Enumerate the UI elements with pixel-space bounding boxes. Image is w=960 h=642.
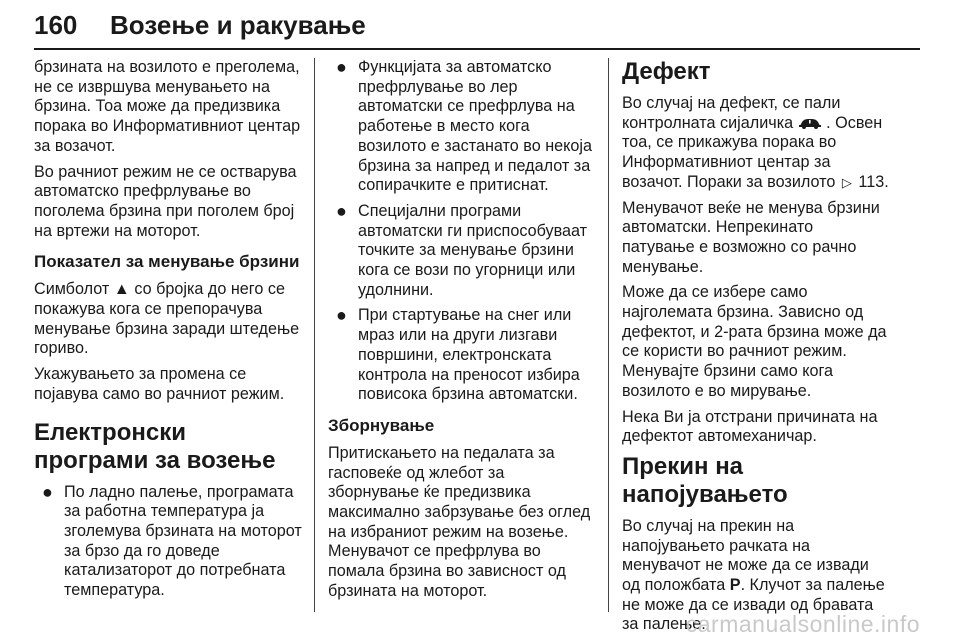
- watermark: carmanualsonline.info: [685, 611, 920, 637]
- paragraph: Симболот ▲ со бројка до него се покажува кога се препорачува менување брзина заради штедење гориво.: [34, 280, 300, 358]
- bullet-list: [34, 483, 304, 601]
- park-position-label: P: [729, 576, 741, 595]
- column-divider: [314, 58, 315, 612]
- bullet-dot-icon: ●: [336, 57, 347, 77]
- paragraph: Укажувањето за промена се појавува само во рачниот режим.: [34, 365, 285, 403]
- bullet-dot-icon: ●: [336, 305, 347, 326]
- paragraph: Нека Ви ја отстрани причината на дефектот автомеханичар.: [622, 407, 878, 446]
- list-item: ● По ладно палење, програмата за работна температура ја зголемува брзината на моторот за брзо да го доведе катализаторот до потребната температура.: [42, 481, 302, 600]
- list-item: ● При стартување на снег или мраз или на други лизгави површини, електронската контрола на преносот избира повисока брзина автоматски.: [336, 305, 580, 404]
- paragraph: Во рачниот режим не се остварува автоматско префрлување во поголема брзина при поголем број на вртежи на моторот.: [34, 162, 297, 240]
- page-reference-arrow-icon: ▷: [841, 174, 852, 190]
- heading-fault: Дефект: [622, 58, 711, 85]
- upshift-triangle-icon: ▲: [113, 280, 130, 299]
- heading-electronic-programs: Електронски програми за возење: [34, 418, 276, 474]
- paragraph: Во случај на дефект, се пали контролната сијаличка . Освен тоа, се прикажува порака во Информативниот центар за возачот. Пораки за возилото ▷ 113.: [622, 94, 889, 191]
- paragraph: Притискањето на педалата за гасповеќе од жлебот за зборнување ќе предизвика максимално забрзување без оглед на избраниот режим на возење. Менувачот се префрлува во помала брзина во зависност од брзината на моторот.: [328, 443, 591, 600]
- subheading-kickdown: Зборнување: [328, 415, 435, 435]
- page-header: [34, 0, 920, 50]
- list-item: ● Специјални програми автоматски ги приспособуваат точките за менување брзини кога се вози по угорници или удолнини.: [336, 200, 588, 299]
- column-1: [34, 58, 304, 607]
- column-divider: [608, 58, 609, 612]
- subheading-shift-indicator: Показател за менување брзини: [34, 252, 300, 272]
- bullet-dot-icon: ●: [336, 200, 347, 221]
- column-2: [328, 58, 596, 608]
- paragraph: Може да се избере само најголемата брзина. Зависно од дефектот, и 2-рата брзина може да се користи во рачниот режим. Менувајте брзини само кога возилото е во мирување.: [622, 283, 887, 400]
- heading-power-interruption: Прекин на напојувањето: [622, 452, 788, 508]
- bullet-list: [328, 58, 596, 405]
- page-number: 160: [34, 10, 78, 40]
- paragraph: Во случај на прекин на напојувањето рачката на менувачот не може да се извади од положбата P. Клучот за палење не може да се извади од бравата за палење.: [622, 516, 885, 634]
- column-3: [622, 58, 890, 641]
- paragraph: брзината на возилото е преголема, не се извршува менувањето на брзина. Тоа може да предизвика порака во Информативниот центар за возачот.: [34, 58, 301, 155]
- paragraph: Менувачот веќе не менува брзини автоматски. Непрекинато патување е возможно со рачно менување.: [622, 198, 880, 276]
- bullet-dot-icon: ●: [42, 481, 53, 502]
- car-fault-icon: [798, 117, 822, 129]
- list-item: ● Функцијата за автоматско префрлување во лер автоматски се префрлува на работење в место кога возилото е застанато во некоја брзина за напред и педалот за сопирачките е притиснат.: [336, 57, 593, 195]
- section-title: Возење и ракување: [110, 10, 366, 40]
- header-rule: [34, 48, 920, 50]
